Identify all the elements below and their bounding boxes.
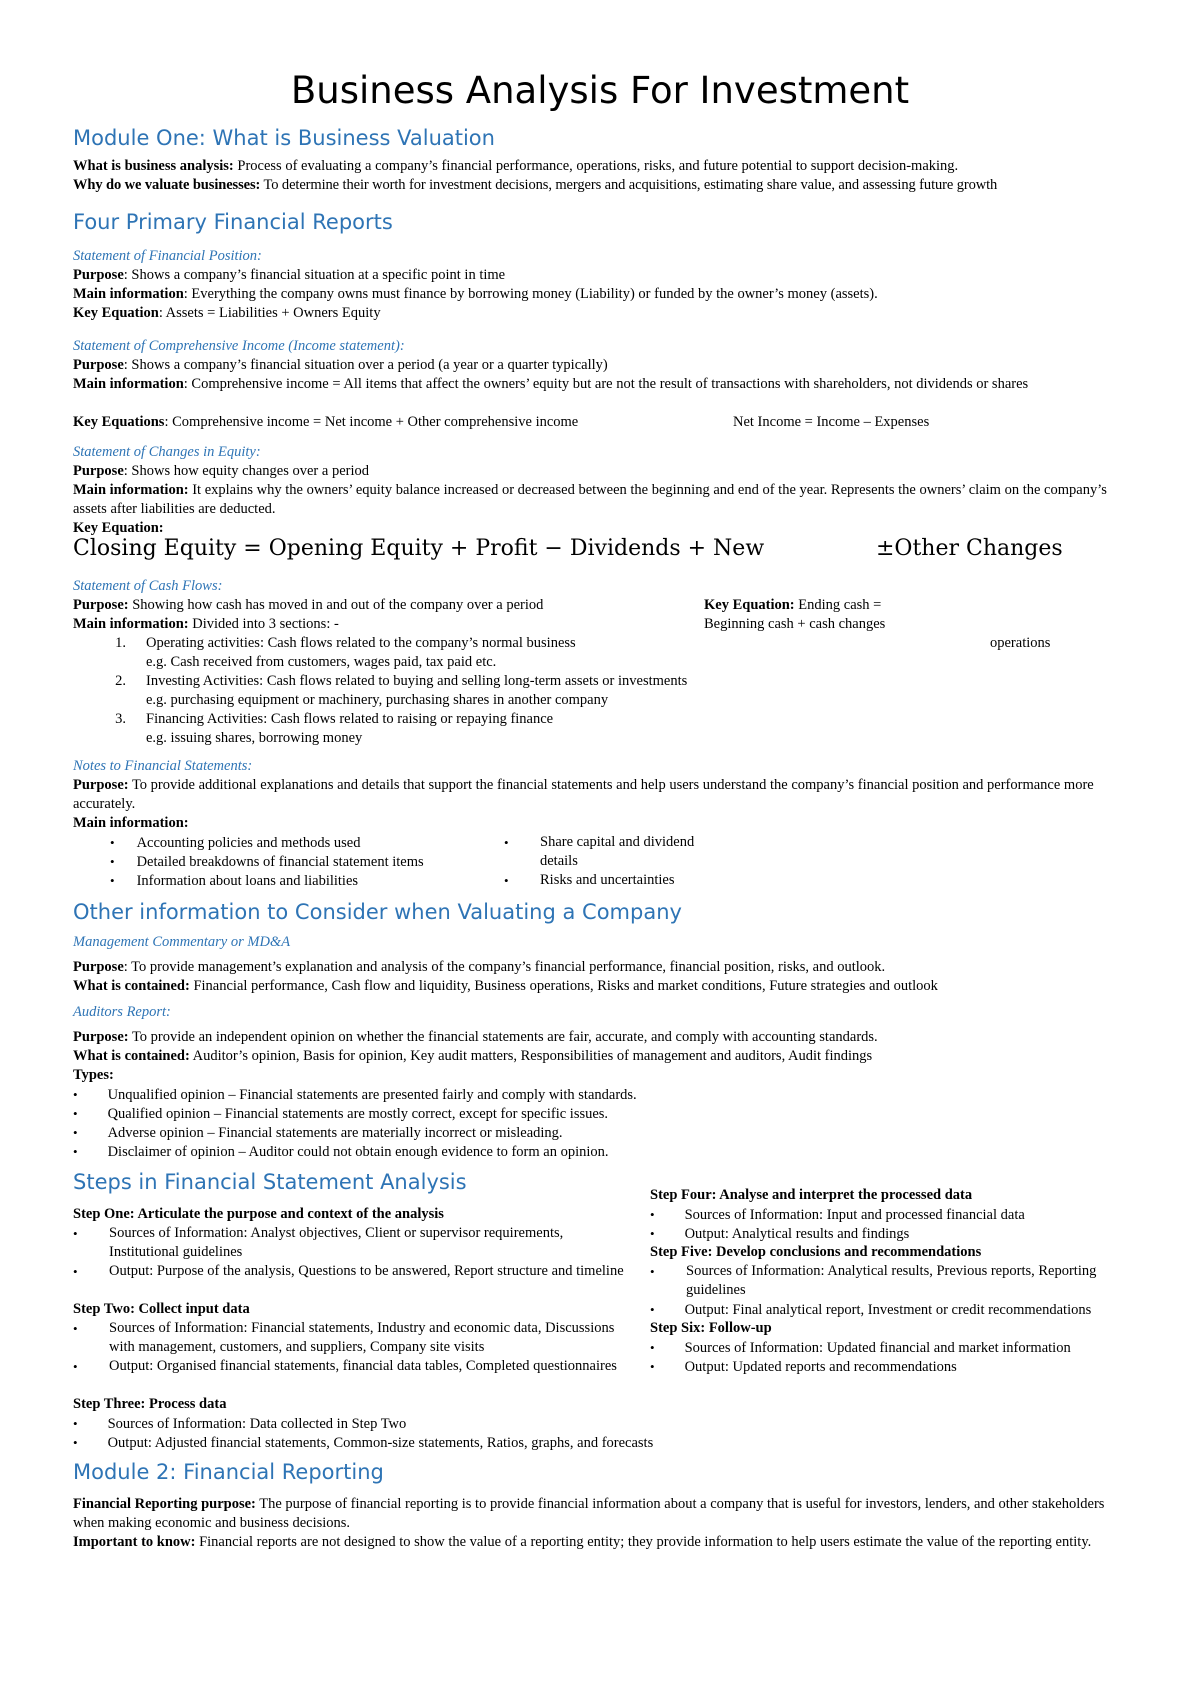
sci-key-label: Key Equations (73, 414, 165, 430)
why-text: To determine their worth for investment decisions, mergers and acquisitions, estimating share value, and assessing future growth (260, 177, 998, 193)
sfp-main-text: : Everything the company owns must finance by borrowing money (Liability) or funded by the owner’s money (assets). (183, 286, 878, 302)
notes-title: Notes to Financial Statements: (73, 758, 253, 774)
step-bullet-text: Sources of Information: Financial statements, Industry and economic data, Discussions with management, customers, and suppliers, Company site visits (109, 1320, 615, 1355)
what-label: What is business analysis: (73, 158, 234, 174)
step-bullet (650, 1338, 1071, 1358)
module-two-heading: Module 2: Financial Reporting (73, 1460, 384, 1484)
module2-important (73, 1533, 1125, 1552)
sce-equation-right: ±Other Changes (876, 536, 1063, 561)
sce-purpose-text: : Shows how equity changes over a period (123, 463, 369, 479)
auditors-type-text: Disclaimer of opinion – Auditor could not obtain enough evidence to form an opinion. (107, 1144, 609, 1160)
bullet-icon: • (504, 873, 509, 888)
step-bullet (73, 1357, 633, 1376)
step-bullet (650, 1262, 1145, 1300)
module2-purpose-text: The purpose of financial reporting is to provide financial information about a company that is useful for investors, lenders, and other stakeholders when making economic and business decisions. (73, 1496, 1105, 1531)
sci-key (73, 413, 578, 432)
other-info-heading: Other information to Consider when Valuating a Company (73, 900, 682, 924)
auditors-type-text: Unqualified opinion – Financial statements are presented fairly and comply with standards. (107, 1087, 637, 1103)
scf-item-3 (106, 710, 553, 729)
scf-item-number: 2. (115, 673, 126, 689)
bullet-icon: • (73, 1264, 78, 1279)
mdna-purpose-label: Purpose (73, 959, 124, 975)
auditors-type-text: Qualified opinion – Financial statements are mostly correct, except for specific issues. (107, 1106, 609, 1122)
step-title: Step One: Articulate the purpose and context of the analysis (73, 1206, 444, 1222)
scf-key-text: Ending cash = (794, 597, 882, 613)
scf-main-label: Main information: (73, 616, 189, 632)
bullet-icon: • (110, 854, 115, 869)
auditors-type (73, 1104, 608, 1124)
notes-right-item (504, 833, 734, 871)
auditors-purpose (73, 1028, 878, 1047)
auditors-purpose-text: To provide an independent opinion on whether the financial statements are fair, accurate, and comply with accounting standards. (128, 1029, 878, 1045)
module2-purpose-label: Financial Reporting purpose: (73, 1496, 256, 1512)
step-bullet (73, 1262, 633, 1281)
scf-key-2: Beginning cash + cash changes (704, 616, 886, 632)
sci-main (73, 375, 1123, 394)
what-text: Process of evaluating a company’s financial performance, operations, risks, and future potential to support decision-making. (233, 158, 959, 174)
bullet-icon: • (650, 1359, 655, 1374)
mdna-contained-text: Financial performance, Cash flow and liquidity, Business operations, Risks and market conditions, Future strategies and outlook (189, 978, 938, 994)
mdna-purpose-text: : To provide management’s explanation and analysis of the company’s financial performance, financial position, risks, and outlook. (123, 959, 886, 975)
scf-item-number: 1. (115, 635, 126, 651)
bullet-icon: • (73, 1106, 78, 1121)
scf-item-2-example: e.g. purchasing equipment or machinery, purchasing shares in another company (146, 692, 609, 708)
step-bullet-text: Output: Final analytical report, Investment or credit recommendations (684, 1302, 1092, 1318)
auditors-type (73, 1142, 609, 1162)
scf-key-label: Key Equation: (704, 597, 795, 613)
bullet-icon: • (110, 835, 115, 850)
bullet-icon: • (73, 1226, 78, 1241)
bullet-icon: • (73, 1416, 78, 1431)
scf-item-1-example: e.g. Cash received from customers, wages paid, tax paid etc. (146, 654, 497, 670)
scf-key (704, 596, 881, 615)
step-title: Step Six: Follow-up (650, 1320, 772, 1336)
sfp-key-text: : Assets = Liabilities + Owners Equity (158, 305, 381, 321)
notes-left-item (110, 871, 358, 891)
scf-item-number: 3. (115, 711, 126, 727)
sfp-title: Statement of Financial Position: (73, 248, 262, 264)
bullet-icon: • (73, 1435, 78, 1450)
auditors-contained (73, 1047, 872, 1066)
scf-item-1 (106, 634, 576, 653)
bullet-icon: • (73, 1144, 78, 1159)
sce-equation-left: Closing Equity = Opening Equity + Profit − Dividends + New (73, 536, 765, 561)
bullet-icon: • (73, 1321, 78, 1336)
notes-left-item-text: Detailed breakdowns of financial statement items (136, 854, 424, 870)
step-title: Step Two: Collect input data (73, 1301, 250, 1317)
auditors-type (73, 1123, 563, 1143)
step-bullet-text: Output: Analytical results and findings (684, 1226, 910, 1242)
notes-left-item (110, 852, 424, 872)
notes-main-label: Main information: (73, 815, 189, 831)
notes-right-item (504, 871, 734, 890)
notes-purpose-label: Purpose: (73, 777, 129, 793)
sfp-purpose (73, 266, 505, 285)
four-reports-heading: Four Primary Financial Reports (73, 210, 393, 234)
sfp-key (73, 304, 381, 323)
scf-main (73, 615, 339, 634)
auditors-title: Auditors Report: (73, 1004, 171, 1020)
sce-key: Key Equation: (73, 520, 164, 536)
module2-important-text: Financial reports are not designed to show the value of a reporting entity; they provide information to help users estimate the value of the reporting entity. (195, 1534, 1092, 1550)
scf-purpose (73, 596, 543, 615)
step-bullet-text: Output: Updated reports and recommendations (684, 1359, 957, 1375)
scf-purpose-label: Purpose: (73, 597, 129, 613)
mdna-contained (73, 977, 938, 996)
step-bullet (650, 1224, 909, 1244)
bullet-icon: • (73, 1359, 78, 1374)
sci-purpose-label: Purpose (73, 357, 124, 373)
step-bullet (650, 1205, 1025, 1225)
sci-main-label: Main information (73, 376, 184, 392)
bullet-icon: • (650, 1226, 655, 1241)
bullet-icon: • (504, 835, 509, 850)
sce-main-label: Main information: (73, 482, 189, 498)
notes-left-item (110, 833, 360, 853)
step-title: Step Four: Analyse and interpret the processed data (650, 1187, 973, 1203)
bullet-icon: • (650, 1302, 655, 1317)
step-bullet-text: Sources of Information: Analyst objectives, Client or supervisor requirements, Institutional guidelines (109, 1225, 564, 1260)
step-bullet-text: Output: Organised financial statements, financial data tables, Completed questionnaires (109, 1358, 617, 1374)
scf-title: Statement of Cash Flows: (73, 578, 223, 594)
sci-purpose (73, 356, 608, 375)
sci-key-net-income: Net Income = Income – Expenses (733, 414, 930, 430)
sci-key-text: : Comprehensive income = Net income + Other comprehensive income (164, 414, 579, 430)
sce-purpose-label: Purpose (73, 463, 124, 479)
scf-item-text: Financing Activities: Cash flows related to raising or repaying finance (146, 711, 554, 727)
step-bullet (650, 1357, 957, 1377)
sci-purpose-text: : Shows a company’s financial situation over a period (a year or a quarter typically) (123, 357, 608, 373)
step-bullet-text: Output: Purpose of the analysis, Questions to be answered, Report structure and timeline (109, 1263, 624, 1279)
scf-item-text: Investing Activities: Cash flows related to buying and selling long-term assets or investments (146, 673, 688, 689)
bullet-icon: • (650, 1264, 655, 1279)
sci-title: Statement of Comprehensive Income (Income statement): (73, 338, 405, 354)
step-bullet (73, 1319, 633, 1357)
step-bullet-text: Sources of Information: Input and processed financial data (684, 1207, 1025, 1223)
scf-main-text: Divided into 3 sections: - (188, 616, 339, 632)
step-title: Step Three: Process data (73, 1396, 227, 1412)
module-one-heading: Module One: What is Business Valuation (73, 126, 495, 150)
step-bullet-text: Sources of Information: Data collected in Step Two (107, 1416, 407, 1432)
sce-title: Statement of Changes in Equity: (73, 444, 261, 460)
auditors-types-label: Types: (73, 1067, 114, 1083)
mdna-contained-label: What is contained: (73, 978, 190, 994)
sce-purpose (73, 462, 369, 481)
sci-main-text: : Comprehensive income = All items that affect the owners’ equity but are not the result of transactions with shareholders, not dividends or shares (183, 376, 1029, 392)
notes-purpose (73, 776, 1123, 814)
step-bullet (73, 1224, 633, 1262)
step-bullet (73, 1433, 653, 1453)
sfp-purpose-text: : Shows a company’s financial situation at a specific point in time (123, 267, 506, 283)
bullet-icon: • (73, 1087, 78, 1102)
step-bullet-text: Sources of Information: Analytical results, Previous reports, Reporting guidelines (686, 1263, 1097, 1298)
scf-purpose-text: Showing how cash has moved in and out of the company over a period (128, 597, 544, 613)
sfp-main (73, 285, 878, 304)
mdna-title: Management Commentary or MD&A (73, 934, 291, 950)
auditors-contained-text: Auditor’s opinion, Basis for opinion, Key audit matters, Responsibilities of management and auditors, Audit findings (189, 1048, 873, 1064)
auditors-type-text: Adverse opinion – Financial statements are materially incorrect or misleading. (107, 1125, 563, 1141)
document-title: Business Analysis For Investment (290, 69, 910, 112)
sce-main (73, 481, 1128, 519)
why-label: Why do we valuate businesses: (73, 177, 261, 193)
notes-right-item-text: Share capital and dividend details (540, 834, 695, 869)
mdna-purpose (73, 958, 885, 977)
module2-purpose (73, 1495, 1125, 1533)
scf-item-text: Operating activities: Cash flows related to the company’s normal business (146, 635, 576, 651)
bullet-icon: • (110, 873, 115, 888)
step-title: Step Five: Develop conclusions and recommendations (650, 1244, 982, 1260)
scf-item-2 (106, 672, 687, 691)
bullet-icon: • (650, 1340, 655, 1355)
sfp-purpose-label: Purpose (73, 267, 124, 283)
step-bullet-text: Sources of Information: Updated financial and market information (684, 1340, 1071, 1356)
notes-purpose-text: To provide additional explanations and details that support the financial statements and help users understand the company’s financial position and performance more accurately. (73, 777, 1094, 812)
what-is-business-analysis (73, 157, 958, 176)
sfp-key-label: Key Equation (73, 305, 159, 321)
auditors-type (73, 1085, 637, 1105)
auditors-contained-label: What is contained: (73, 1048, 190, 1064)
notes-left-item-text: Information about loans and liabilities (136, 873, 359, 889)
scf-operations-word: operations (990, 635, 1051, 651)
why-valuate (73, 176, 997, 195)
module2-important-label: Important to know: (73, 1534, 196, 1550)
notes-right-item-text: Risks and uncertainties (540, 872, 675, 888)
step-bullet-text: Output: Adjusted financial statements, Common-size statements, Ratios, graphs, and forecasts (107, 1435, 654, 1451)
sfp-main-label: Main information (73, 286, 184, 302)
auditors-purpose-label: Purpose: (73, 1029, 129, 1045)
notes-left-item-text: Accounting policies and methods used (136, 835, 361, 851)
step-bullet (73, 1414, 406, 1434)
scf-item-3-example: e.g. issuing shares, borrowing money (146, 730, 363, 746)
steps-heading: Steps in Financial Statement Analysis (73, 1170, 467, 1194)
sce-main-text: It explains why the owners’ equity balance increased or decreased between the beginning and end of the year. Represents the owners’ claim on the company’s assets after liabilities are deducted. (73, 482, 1107, 517)
bullet-icon: • (73, 1125, 78, 1140)
step-bullet (650, 1300, 1091, 1320)
bullet-icon: • (650, 1207, 655, 1222)
